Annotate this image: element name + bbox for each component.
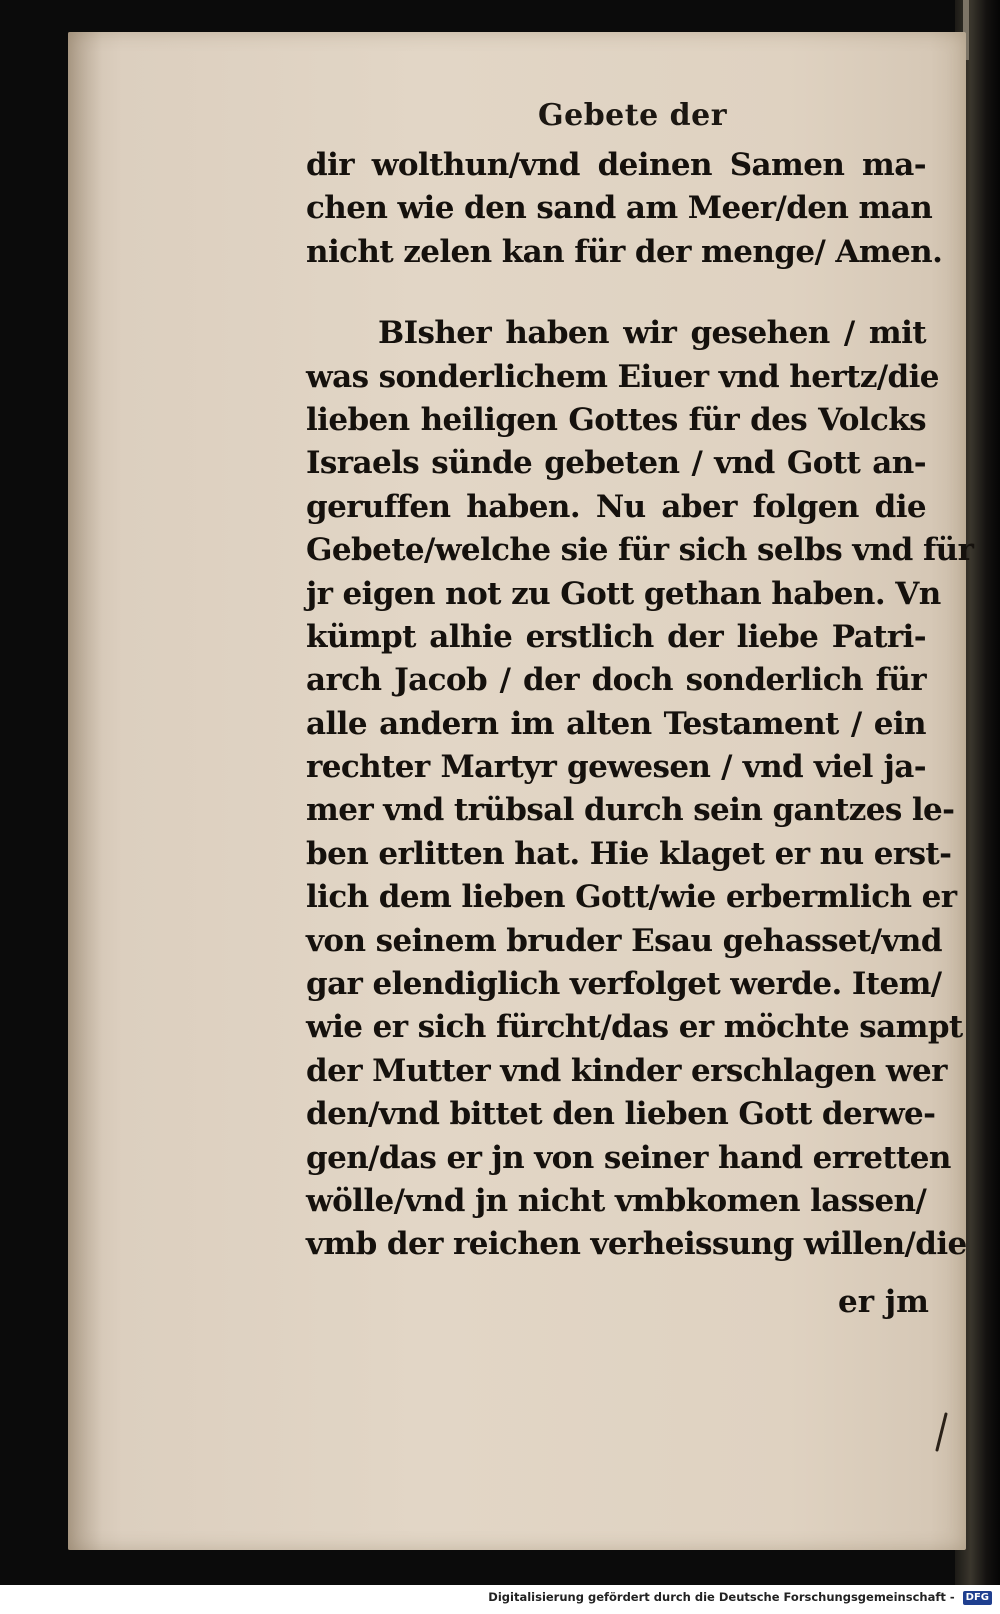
text-line: lich dem lieben Gott/wie erbermlich er (306, 879, 957, 916)
book-page (68, 32, 974, 1550)
dfg-logo: DFG (963, 1591, 992, 1605)
running-head: Gebete der (538, 98, 728, 133)
text-line: vmb der reichen verheissung willen/die (306, 1226, 967, 1263)
text-line: BIsher haben wir gesehen / mit (378, 315, 926, 352)
text-line: der Mutter vnd kinder erschlagen wer (306, 1052, 947, 1089)
text-line: gar elendiglich verfolget werde. Item/ (306, 966, 942, 1003)
text-line: lieben heiligen Gottes für des Volcks (306, 401, 926, 438)
text-line: den/vnd bittet den lieben Gott derwe- (306, 1096, 936, 1133)
text-line: Gebete/welche sie für sich selbs vnd für (306, 532, 974, 569)
paragraph-1 (306, 144, 943, 274)
text-line: wie er sich fürcht/das er möchte sampt (306, 1009, 963, 1046)
text-line: geruffen haben. Nu aber folgen die (306, 488, 926, 525)
text-line: was sonderlichem Eiuer vnd hertz/die (306, 358, 939, 395)
text-line: rechter Martyr gewesen / vnd viel ja- (306, 749, 926, 786)
footer-credit-text: Digitalisierung gefördert durch die Deutsche Forschungsgemeinschaft - (488, 1590, 955, 1604)
text-line: jr eigen not zu Gott gethan haben. Vn (306, 575, 941, 612)
text-line: gen/das er jn von seiner hand erretten (306, 1139, 951, 1176)
text-line: alle andern im alten Testament / ein (306, 705, 926, 742)
text-line: mer vnd trübsal durch sein gantzes le- (306, 792, 955, 829)
ink-mark (935, 1412, 948, 1452)
text-line: ben erlitten hat. Hie klaget er nu erst- (306, 835, 952, 872)
text-line: arch Jacob / der doch sonderlich für (306, 662, 926, 699)
text-line: kümpt alhie erstlich der liebe Patri- (306, 618, 926, 655)
text-block (306, 144, 974, 1267)
footer-credit (488, 1590, 992, 1605)
text-line: nicht zelen kan für der menge/ Amen. (306, 233, 943, 270)
text-line: dir wolthun/vnd deinen Samen ma- (306, 147, 926, 183)
text-line: von seinem bruder Esau gehasset/vnd (306, 922, 942, 959)
text-line: wölle/vnd jn nicht vmbkomen lassen/ (306, 1182, 927, 1219)
paragraph-gap (306, 274, 926, 312)
catchword: er jm (838, 1284, 929, 1320)
paragraph-2 (306, 312, 974, 1267)
text-line: Israels sünde gebeten / vnd Gott an- (306, 445, 926, 482)
text-line: chen wie den sand am Meer/den man (306, 190, 933, 227)
